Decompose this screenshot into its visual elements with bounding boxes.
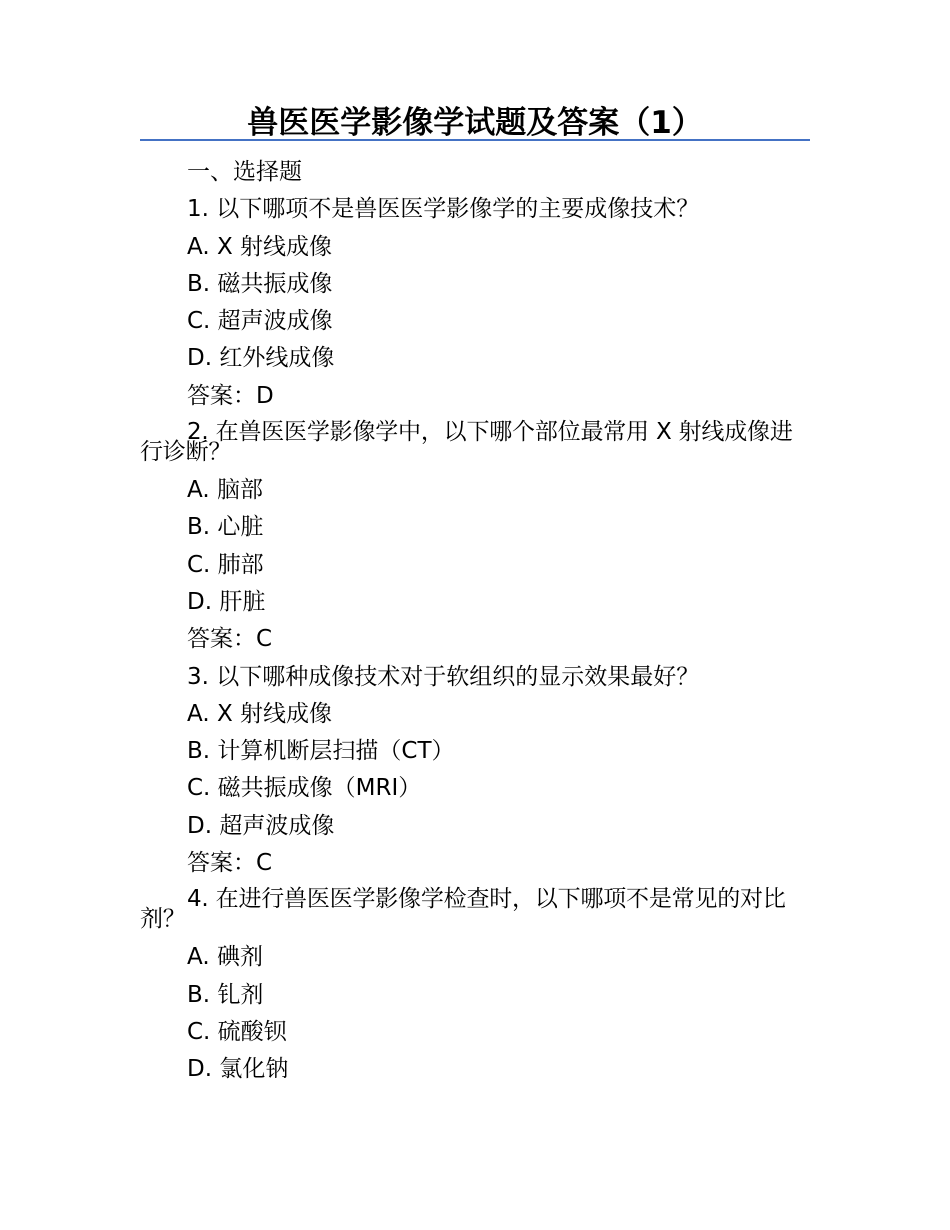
option-a: A. 脑部 [187,477,263,504]
document-body [140,154,810,1089]
option-c: C. 肺部 [187,551,264,578]
answer: 答案：D [187,382,274,409]
option-d: D. 红外线成像 [187,345,335,372]
question-text: 3. 以下哪种成像技术对于软组织的显示效果最好？ [187,663,700,690]
option-d: D. 超声波成像 [187,812,335,839]
option-b: B. 钆剂 [187,981,264,1008]
option-b: B. 心脏 [187,514,264,541]
title-underline [140,139,810,141]
answer: 答案：C [187,850,273,877]
question-text: 4. 在进行兽医医学影像学检查时，以下哪项不是常见的对比剂？ [140,886,786,933]
option-c: C. 硫酸钡 [187,1018,287,1045]
option-c: C. 磁共振成像（MRI） [187,775,422,802]
question-text: 2. 在兽医医学影像学中，以下哪个部位最常用 X 射线成像进行诊断？ [140,419,793,466]
option-a: A. X 射线成像 [187,700,333,727]
option-d: D. 氯化钠 [187,1056,289,1083]
section-heading: 一、选择题 [187,159,302,185]
question-text: 1. 以下哪项不是兽医医学影像学的主要成像技术？ [187,196,700,223]
option-b: B. 计算机断层扫描（CT） [187,738,455,765]
option-b: B. 磁共振成像 [187,270,333,297]
option-d: D. 肝脏 [187,588,266,615]
option-c: C. 超声波成像 [187,308,333,335]
option-a: A. X 射线成像 [187,233,333,260]
answer: 答案：C [187,626,273,653]
option-a: A. 碘剂 [187,944,263,971]
document-title: 兽医医学影像学试题及答案（1） [247,105,703,141]
